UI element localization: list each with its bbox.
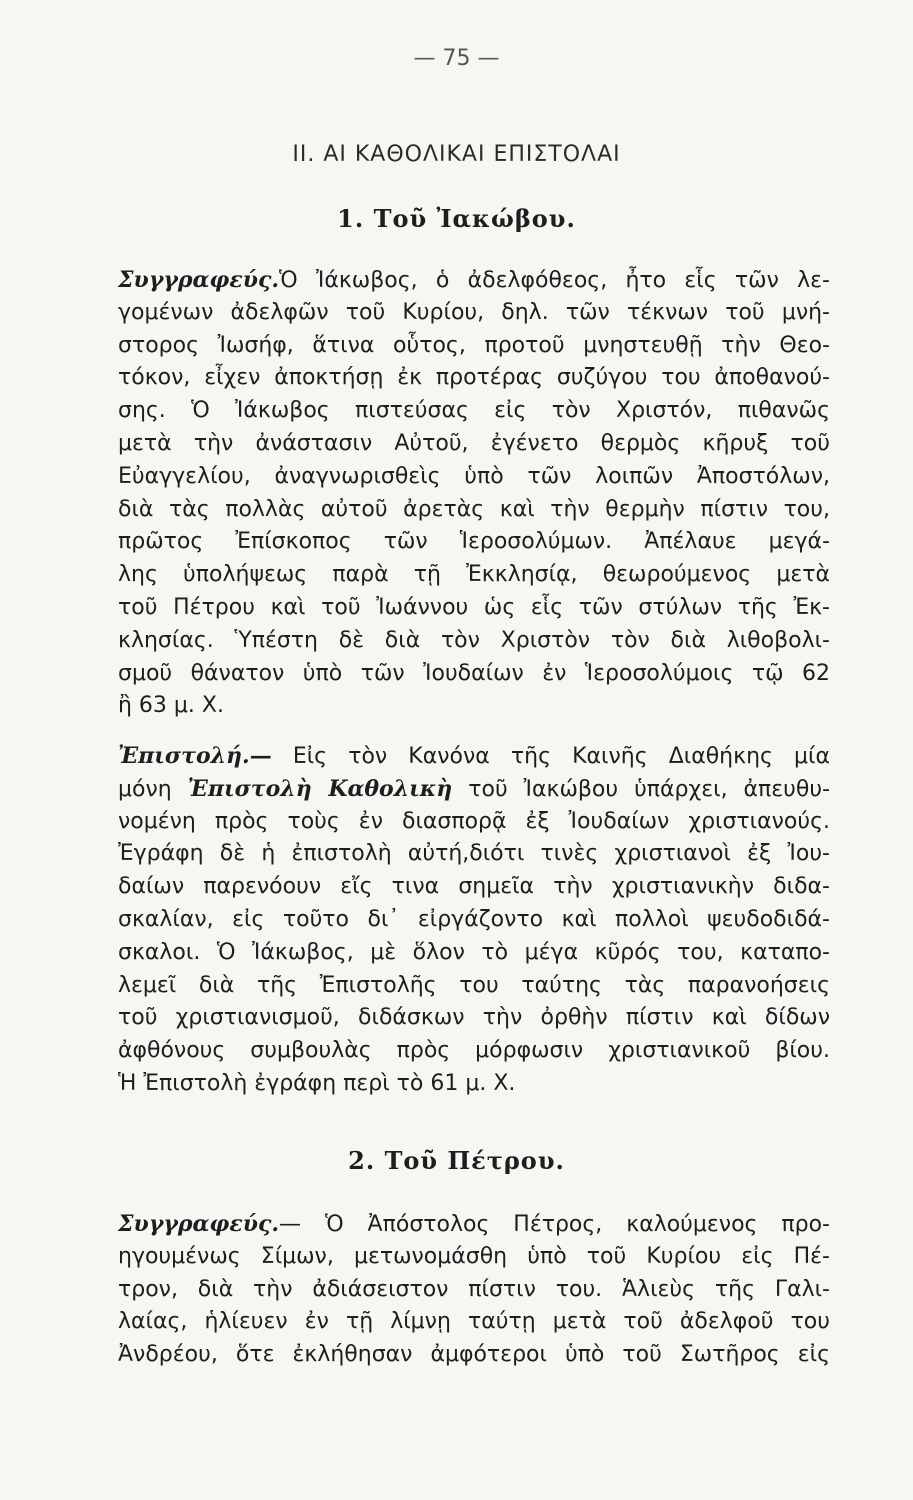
text-line: τοῦ χριστιανισμοῦ, διδάσκων τὴν ὀρθὴν πίστιν καὶ δίδων (118, 1005, 830, 1031)
lead-term: Συγγραφεύς. (118, 267, 280, 293)
text-line: ἀφθόνους συμβουλὰς πρὸς μόρφωσιν χριστιανικοῦ βίου. (118, 1038, 830, 1064)
text-line: νομένη πρὸς τοὺς ἐν διασπορᾷ ἐξ Ἰουδαίων χριστιανούς. (118, 808, 830, 834)
text-line: Ἐγράφη δὲ ἡ ἐπιστολὴ αὐτή,διότι τινὲς χριστιανοὶ ἐξ Ἰου- (118, 841, 830, 867)
lead-term: Ἐπιστολή.— (118, 743, 272, 769)
text-line: πρῶτος Ἐπίσκοπος τῶν Ἱεροσολύμων. Ἀπέλαυε μεγά- (118, 529, 830, 555)
text-line: λεμεῖ διὰ τῆς Ἐπιστολῆς του ταύτης τὰς παρανοήσεις (118, 972, 830, 998)
text-line: μόνη Ἐπιστολὴ Καθολικὴ τοῦ Ἰακώβου ὑπάρχει, ἀπευθυ- (118, 775, 831, 802)
paragraph-james-epistle (118, 740, 830, 1101)
section-title-peter: 2. Τοῦ Πέτρου. (348, 1146, 565, 1175)
text-line: τόκον, εἶχεν ἀποκτήσῃ ἐκ προτέρας συζύγου του ἀποθανού- (118, 365, 830, 391)
text-line: δαίων παρενόουν εἴς τινα σημεῖα τὴν χριστιανικὴν διδα- (118, 874, 830, 900)
chapter-title: II. ΑΙ ΚΑΘΟΛΙΚΑΙ ΕΠΙΣΤΟΛΑΙ (292, 142, 621, 167)
section-title-james: 1. Τοῦ Ἰακώβου. (337, 204, 576, 233)
text-line: διὰ τὰς πολλὰς αὐτοῦ ἀρετὰς καὶ τὴν θερμὴν πίστιν του, (118, 496, 830, 522)
text-line: σκαλοι. Ὁ Ἰάκωβος, μὲ ὅλον τὸ μέγα κῦρός του, καταπο- (118, 939, 830, 965)
text-line: μετὰ τὴν ἀνάστασιν Αὐτοῦ, ἐγένετο θερμὸς κῆρυξ τοῦ (118, 430, 830, 456)
paragraph-peter-author (118, 1208, 830, 1372)
text-line: Ἡ Ἐπιστολὴ ἐγράφη περὶ τὸ 61 μ. Χ. (118, 1070, 516, 1096)
text-line: σμοῦ θάνατον ὑπὸ τῶν Ἰουδαίων ἐν Ἱεροσολύμοις τῷ 62 (118, 660, 830, 686)
text-line: σκαλίαν, εἰς τοῦτο δι᾽ εἰργάζοντο καὶ πολλοὶ ψευδοδιδά- (118, 906, 830, 932)
text-line: ηγουμένως Σίμων, μετωνομάσθη ὑπὸ τοῦ Κυρίου εἰς Πέ- (118, 1243, 830, 1269)
text-line: Συγγραφεύς.— Ὁ Ἀπόστολος Πέτρος, καλούμενος προ- (118, 1211, 830, 1237)
text-line: Ἐπιστολή.— Εἰς τὸν Κανόνα τῆς Καινῆς Διαθήκης μία (118, 743, 830, 769)
text-line: Εὐαγγελίου, ἀναγνωρισθεὶς ὑπὸ τῶν λοιπῶν Ἀποστόλων, (118, 463, 830, 489)
text-line: λης ὑπολήψεως παρὰ τῇ Ἐκκλησίᾳ, θεωρούμενος μετὰ (118, 562, 830, 588)
text-line: Ἀνδρέου, ὅτε ἐκλήθησαν ἀμφότεροι ὑπὸ τοῦ Σωτῆρος εἰς (118, 1342, 830, 1368)
text-line: κλησίας. Ὑπέστη δὲ διὰ τὸν Χριστὸν τὸν διὰ λιθοβολι- (118, 627, 830, 653)
text-line: λαίας, ἡλίευεν ἐν τῇ λίμνῃ ταύτῃ μετὰ τοῦ ἀδελφοῦ του (118, 1309, 830, 1335)
text-line: τοῦ Πέτρου καὶ τοῦ Ἰωάννου ὡς εἷς τῶν στύλων τῆς Ἐκ- (118, 594, 830, 620)
text-line: σης. Ὁ Ἰάκωβος πιστεύσας εἰς τὸν Χριστόν, πιθανῶς (118, 398, 830, 424)
paragraph-james-author (118, 264, 830, 723)
emphasis-term: Ἐπιστολὴ Καθολικὴ (187, 775, 453, 802)
text-line: γομένων ἀδελφῶν τοῦ Κυρίου, δηλ. τῶν τέκνων τοῦ μνή- (118, 299, 830, 325)
text-line: τρον, διὰ τὴν ἀδιάσειστον πίστιν του. Ἁλιεὺς τῆς Γαλι- (118, 1276, 830, 1302)
text-line: στορος Ἰωσήφ, ἅτινα οὗτος, προτοῦ μνηστευθῇ τὴν Θεο- (118, 332, 830, 358)
page-number: — 75 — (413, 46, 500, 71)
lead-term: Συγγραφεύς. (118, 1211, 280, 1237)
text-line: Συγγραφεύς.Ὁ Ἰάκωβος, ὁ ἀδελφόθεος, ἦτο εἷς τῶν λε- (118, 267, 830, 293)
text-line: ἢ 63 μ. Χ. (118, 693, 224, 719)
